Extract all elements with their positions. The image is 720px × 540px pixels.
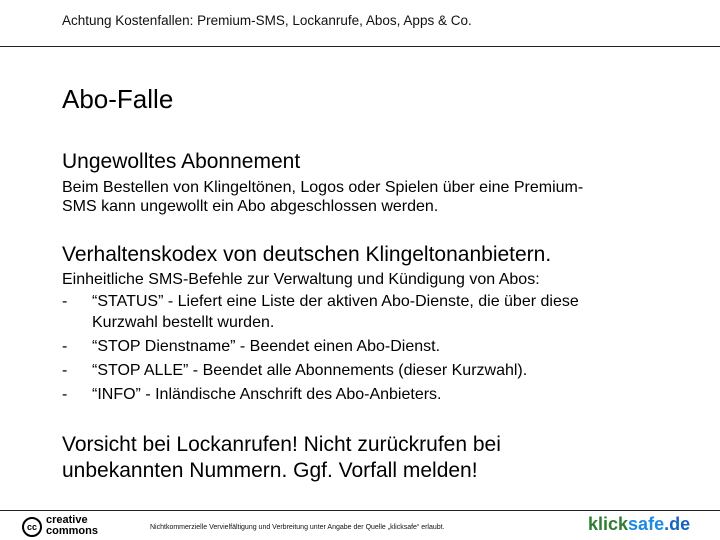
bullet-line: “STOP ALLE” - Beendet alle Abonnements (dieser Kurzwahl). (92, 362, 528, 379)
klicksafe-logo (588, 514, 690, 535)
logo-part-de: .de (664, 514, 691, 534)
bullet-line: Kurzwahl bestellt wurden. (92, 314, 275, 331)
cc-word-creative: creative (46, 514, 88, 526)
section1-heading: Ungewolltes Abonnement (62, 150, 301, 173)
bullet-dash: - (62, 362, 68, 379)
bullet-line: “STOP Dienstname” - Beendet einen Abo-Dienst. (92, 338, 441, 355)
header-divider (0, 46, 720, 47)
logo-part-klick: klick (588, 514, 629, 534)
section1-line2: SMS kann ungewollt ein Abo abgeschlossen werden. (62, 198, 439, 215)
section2-heading: Verhaltenskodex von deutschen Klingeltonanbietern. (62, 243, 552, 266)
warning-line2: unbekannten Nummern. Ggf. Vorfall melden! (62, 459, 478, 482)
footer-divider (0, 510, 720, 511)
section2-intro: Einheitliche SMS-Befehle zur Verwaltung und Kündigung von Abos: (62, 271, 540, 288)
header-title: Achtung Kostenfallen: Premium-SMS, Lockanrufe, Abos, Apps & Co. (62, 13, 472, 28)
section1-line1: Beim Bestellen von Klingeltönen, Logos oder Spielen über eine Premium- (62, 179, 584, 196)
cc-word-commons: commons (46, 525, 98, 537)
creative-commons-logo (22, 515, 142, 539)
bullet-dash: - (62, 386, 68, 403)
bullet-line: “STATUS” - Liefert eine Liste der aktiven Abo-Dienste, die über diese (92, 293, 579, 310)
warning-line1: Vorsicht bei Lockanrufen! Nicht zurückrufen bei (62, 433, 501, 456)
bullet-line: “INFO” - Inländische Anschrift des Abo-Anbieters. (92, 386, 442, 403)
cc-icon: cc (22, 517, 42, 537)
slide-title: Abo-Falle (62, 84, 174, 114)
cc-wordmark (46, 515, 98, 537)
logo-part-safe: safe (628, 514, 665, 534)
bullet-dash: - (62, 293, 68, 310)
bullet-dash: - (62, 338, 68, 355)
license-note: Nichtkommerzielle Vervielfältigung und Verbreitung unter Angabe der Quelle „klicksafe“ erlaubt. (150, 524, 445, 531)
